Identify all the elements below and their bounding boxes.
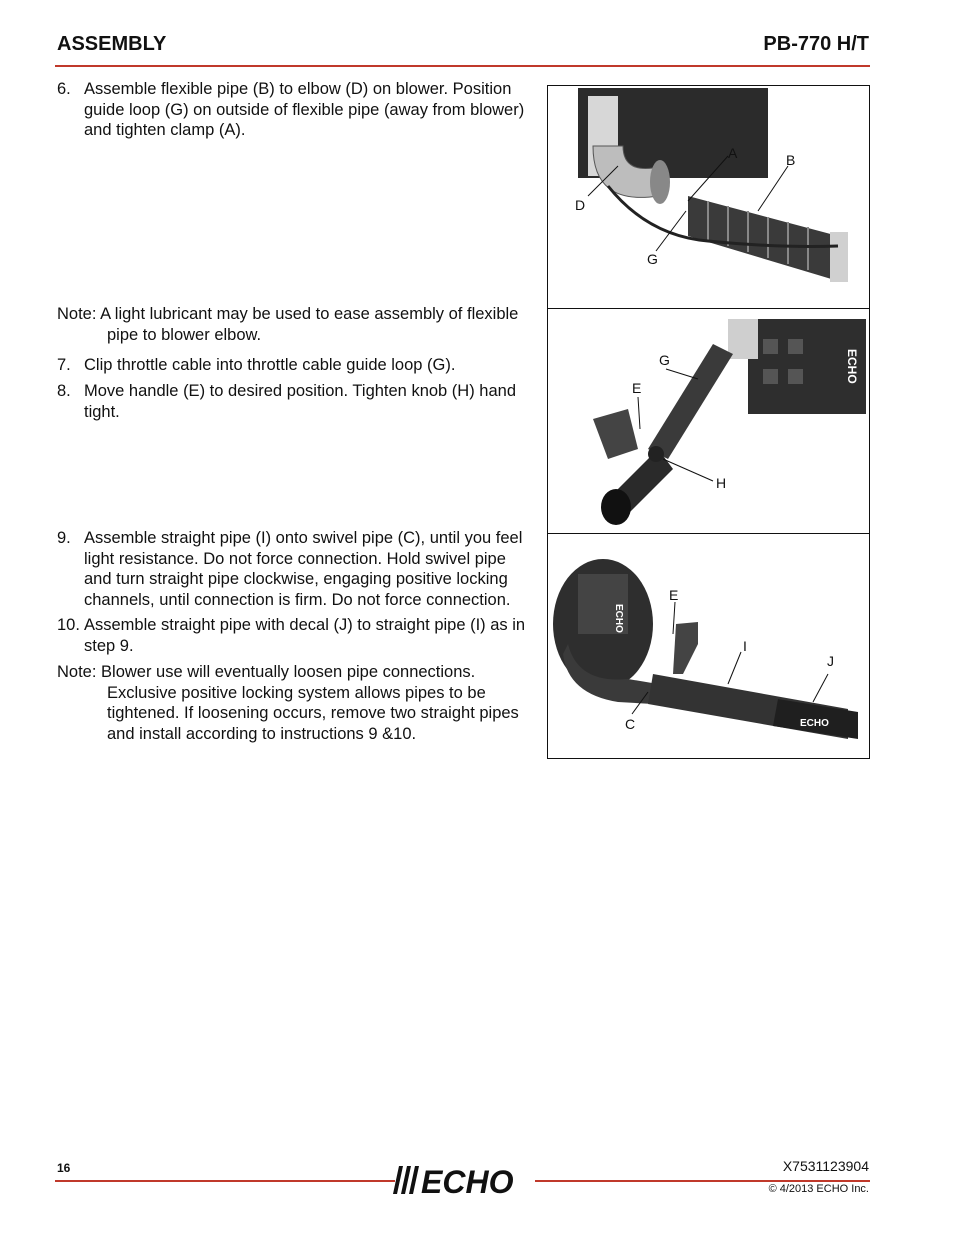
step-text: Assemble flexible pipe (B) to elbow (D) on blower. Position guide loop (G) on outside of flexible pipe (away from blower) and tighten clamp (A). <box>84 80 525 139</box>
figure-handle-position <box>547 308 870 534</box>
knob <box>648 446 664 462</box>
figure-flexible-pipe <box>547 85 870 309</box>
label-i: I <box>743 638 747 654</box>
logo-wordmark: ECHO <box>421 1164 514 1198</box>
label-d: D <box>575 197 586 213</box>
label-e: E <box>632 380 642 396</box>
document-code: X7531123904 <box>782 1158 869 1174</box>
note-loosening <box>57 662 537 744</box>
echo-logo <box>393 1164 538 1203</box>
label-e: E <box>669 587 679 603</box>
flexible-pipe <box>688 196 838 281</box>
label-g: G <box>647 251 658 267</box>
header-rule <box>55 65 870 67</box>
note-lead: Note: A light lubricant may be used to ease assembly of flexible <box>57 305 519 323</box>
step-number: 7. <box>57 356 71 374</box>
step-text: Move handle (E) to desired position. Tighten knob (H) hand tight. <box>84 382 516 421</box>
figure-straight-pipes <box>547 533 870 759</box>
step-number: 9. <box>57 529 71 547</box>
page-number: 16 <box>57 1161 71 1175</box>
step-9 <box>57 528 537 610</box>
elbow <box>728 319 758 359</box>
pipe-outlet <box>601 489 631 525</box>
note-lubricant <box>57 304 537 345</box>
note-rest: Exclusive positive locking system allows pipes to be tightened. If loosening occurs, remove two straight pipes and install according to instructions 9 &10. <box>107 683 519 743</box>
note-lead: Note: Blower use will eventually loosen pipe connections. <box>57 663 476 681</box>
step-number: 6. <box>57 80 71 98</box>
logo-stripes <box>393 1166 419 1194</box>
section-title: ASSEMBLY <box>57 33 167 55</box>
step-7 <box>57 355 537 376</box>
step-text: Clip throttle cable into throttle cable guide loop (G). <box>84 356 456 374</box>
footer-rule-left <box>55 1180 395 1182</box>
brand-decal: ECHO <box>613 604 624 633</box>
step-number: 10. <box>57 616 80 634</box>
step-number: 8. <box>57 382 71 400</box>
step-text: Assemble straight pipe (I) onto swivel pipe (C), until you feel light resistance. Do not force connection. Hold swivel pipe and turn straight pipe clockwise, engaging positive locking channels, until connection is firm. Do not force connection. <box>84 529 523 609</box>
step-10 <box>57 615 537 656</box>
throttle-handle <box>673 622 698 674</box>
elbow-opening <box>650 160 670 204</box>
copyright: © 4/2013 ECHO Inc. <box>768 1183 869 1195</box>
pipe-decal: ECHO <box>800 718 829 729</box>
label-c: C <box>625 716 636 732</box>
pipe-end <box>830 232 848 282</box>
footer-rule-right <box>535 1180 870 1182</box>
brand-decal: ECHO <box>845 349 859 384</box>
label-a: A <box>728 145 738 161</box>
step-8 <box>57 381 537 422</box>
label-h: H <box>716 475 727 491</box>
step-text: Assemble straight pipe with decal (J) to straight pipe (I) as in step 9. <box>84 616 526 655</box>
note-rest: pipe to blower elbow. <box>107 325 262 344</box>
label-g: G <box>659 352 670 368</box>
step-6 <box>57 79 537 141</box>
label-j: J <box>827 653 834 669</box>
model-title: PB-770 H/T <box>763 33 869 55</box>
throttle-handle <box>593 409 638 459</box>
label-b: B <box>786 152 796 168</box>
